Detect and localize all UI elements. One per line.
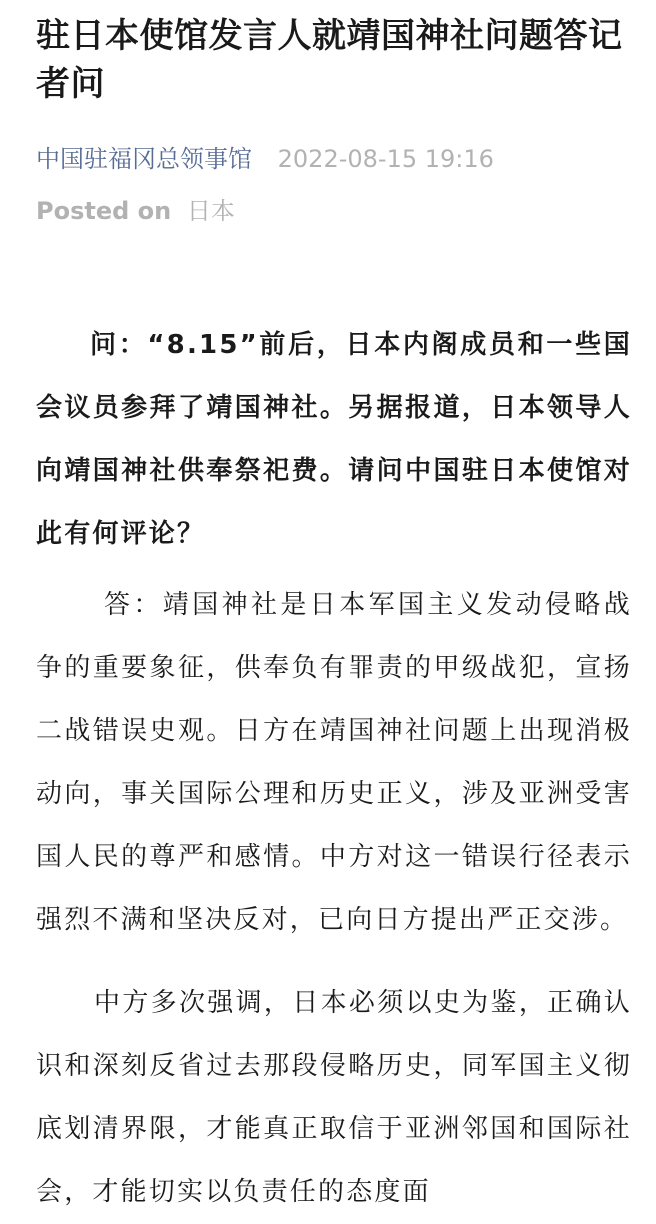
article-title: 驻日本使馆发言人就靖国神社问题答记者问 bbox=[36, 16, 623, 104]
question-paragraph: 问：“8.15”前后，日本内阁成员和一些国会议员参拜了靖国神社。另据报道，日本领导人向靖国神社供奉祭祀费。请问中国驻日本使馆对此有何评论？ bbox=[36, 330, 632, 549]
article-body bbox=[36, 314, 632, 1224]
answer-paragraph: 答：靖国神社是日本军国主义发动侵略战争的重要象征，供奉负有罪责的甲级战犯，宣扬二战错误史观。日方在靖国神社问题上出现消极动向，事关国际公理和历史正义，涉及亚洲受害国人民的尊严和感情。中方对这一错误行径表示强烈不满和坚决反对，已向日方提出严正交涉。 bbox=[36, 590, 632, 935]
posted-on bbox=[36, 194, 632, 228]
account-name-link[interactable]: 中国驻福冈总领事馆 bbox=[36, 145, 252, 173]
article bbox=[36, 0, 632, 1224]
article-meta bbox=[36, 142, 632, 176]
posted-on-label: Posted on bbox=[36, 197, 172, 225]
publish-time: 2022-08-15 19:16 bbox=[277, 145, 494, 173]
body-paragraph: 中方多次强调，日本必须以史为鉴，正确认识和深刻反省过去那段侵略历史，同军国主义彻底划清界限，才能真正取信于亚洲邻国和国际社会，才能切实以负责任的态度面 bbox=[36, 988, 632, 1207]
posted-on-location: 日本 bbox=[186, 197, 235, 225]
